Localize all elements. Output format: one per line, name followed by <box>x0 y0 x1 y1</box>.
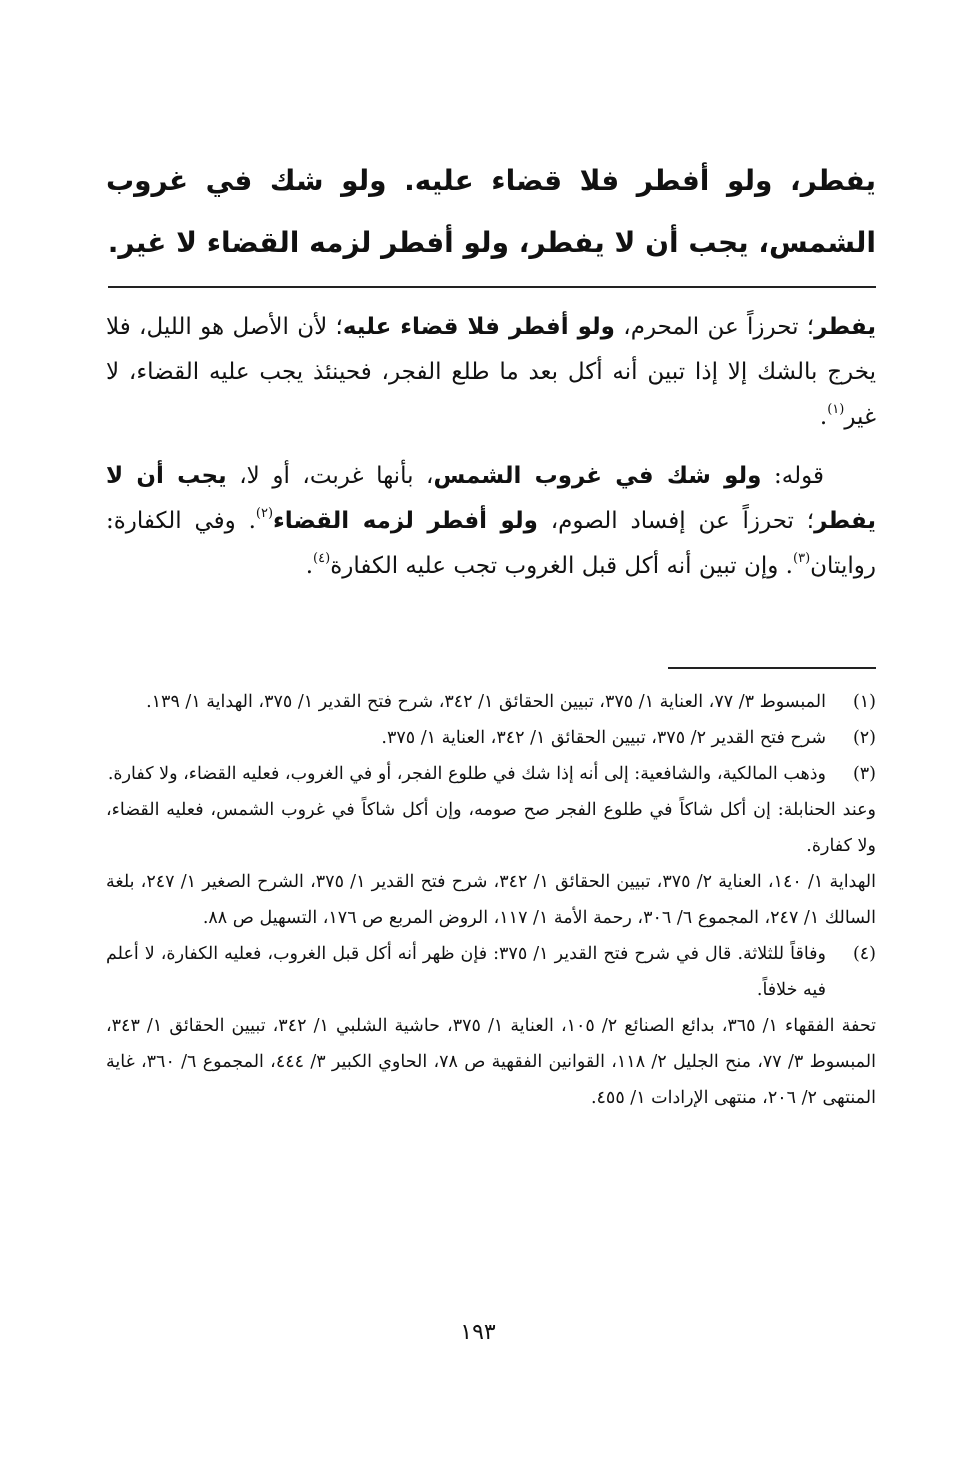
text-run: . <box>305 553 314 579</box>
footnote-ref[interactable]: (٤) <box>313 551 331 567</box>
bold-term: يفطر <box>814 314 877 340</box>
footnote-body <box>106 756 826 792</box>
main-text <box>106 150 876 274</box>
text-run: قوله: <box>761 463 825 489</box>
footnote-continuation: الهداية ١/ ١٤٠، العناية ٢/ ٣٧٥، تبيين الحقائق ١/ ٣٤٢، شرح فتح القدير ١/ ٣٧٥، الشرح الصغير ١/ ٢٤٧، بلغة السالك ١/ ٢٤٧، المجموع ٦/ ٣٠٦، رحمة الأمة ١/ ١١٧، الروض المربع ص ١٧٦، التسهيل ص ٨٨. <box>106 872 877 928</box>
commentary-paragraph-1 <box>106 305 876 440</box>
footnote-body <box>106 720 826 756</box>
text-run: ؛ تحرزاً عن المحرم، <box>614 314 815 340</box>
footnote <box>106 756 876 792</box>
footnote-text: المبسوط ٣/ ٧٧، العناية ١/ ٣٧٥، تبيين الحقائق ١/ ٣٤٢، شرح فتح القدير ١/ ٣٧٥، الهداية ١/ ١٣٩. <box>146 692 826 712</box>
footnote-separator <box>668 667 876 669</box>
footnote-text: وذهب المالكية، والشافعية: إلى أنه إذا شك في طلوع الفجر، أو في الغروب، فعليه القضاء، ولا كفارة. <box>107 764 826 784</box>
footnote-continuation: وعند الحنابلة: إن أكل شاكاً في طلوع الفجر صح صومه، وإن أكل شاكاً في غروب الشمس، فعليه القضاء، ولا كفارة. <box>106 800 876 856</box>
footnote <box>106 720 876 756</box>
footnote <box>106 684 876 720</box>
bold-term: ولو أفطر فلا قضاء عليه <box>342 314 615 340</box>
commentary-paragraph-2 <box>106 454 876 589</box>
footnote-text: وفاقاً للثلاثة. قال في شرح فتح القدير ١/ ٣٧٥: فإن ظهر أنه أكل قبل الغروب، فعليه الكفارة، لا أعلم فيه خلافاً. <box>106 944 826 1000</box>
footnote-body <box>106 936 826 1008</box>
footnote-ref[interactable]: (١) <box>827 402 845 418</box>
footnote-number: (١) <box>852 692 876 712</box>
text-run: . وإن تبين أنه أكل قبل الغروب تجب عليه الكفارة <box>330 553 793 579</box>
separator-line <box>108 286 876 288</box>
footnote-number: (٣) <box>852 764 876 784</box>
bold-term: يجب أن لا يفطر <box>106 463 877 534</box>
main-text-content: يفطر، ولو أفطر فلا قضاء عليه. ولو شك في غروب الشمس، يجب أن لا يفطر، ولو أفطر لزمه القضاء لا غير. <box>106 164 876 259</box>
page-number: ١٩٣ <box>460 1320 496 1345</box>
commentary <box>106 305 876 589</box>
footnote-ref[interactable]: (٣) <box>793 551 811 567</box>
footnote <box>106 936 876 1008</box>
text-run: . <box>819 404 828 430</box>
footnote-continuation: تحفة الفقهاء ١/ ٣٦٥، بدائع الصنائع ٢/ ١٠٥، العناية ١/ ٣٧٥، حاشية الشلبي ١/ ٣٤٢، تبيين الحقائق ١/ ٣٤٣، المبسوط ٣/ ٧٧، منح الجليل ٢/ ١١٨، القوانين الفقهية ص ٧٨، الحاوي الكبير ٣/ ٤٤٤، المجموع ٦/ ٣٦٠، غاية المنتهى ٢/ ٢٠٦، منتهى الإرادات ١/ ٤٥٥. <box>106 1016 877 1108</box>
text-run: ؛ تحرزاً عن إفساد الصوم، <box>537 508 815 534</box>
footnotes <box>106 684 876 1116</box>
bold-term: ولو أفطر لزمه القضاء <box>273 508 538 534</box>
footnote-text: شرح فتح القدير ٢/ ٣٧٥، تبيين الحقائق ١/ ٣٤٢، العناية ١/ ٣٧٥. <box>381 728 826 748</box>
bold-term: ولو شك في غروب الشمس <box>433 463 762 489</box>
text-run: ، بأنها غربت، أو لا، <box>226 463 434 489</box>
footnote-body <box>106 684 826 720</box>
footnote-ref[interactable]: (٢) <box>255 506 274 522</box>
text-run: ؛ لأن الأصل هو الليل، فلا يخرج بالشك إلا إذا تبين أنه أكل بعد ما طلع الفجر، فحينئذ يجب عليه القضاء، لا غير <box>106 314 876 430</box>
footnote-number: (٢) <box>852 728 876 748</box>
text-run: . وفي الكفارة: روايتان <box>106 508 876 579</box>
footnote-number: (٤) <box>852 944 876 964</box>
